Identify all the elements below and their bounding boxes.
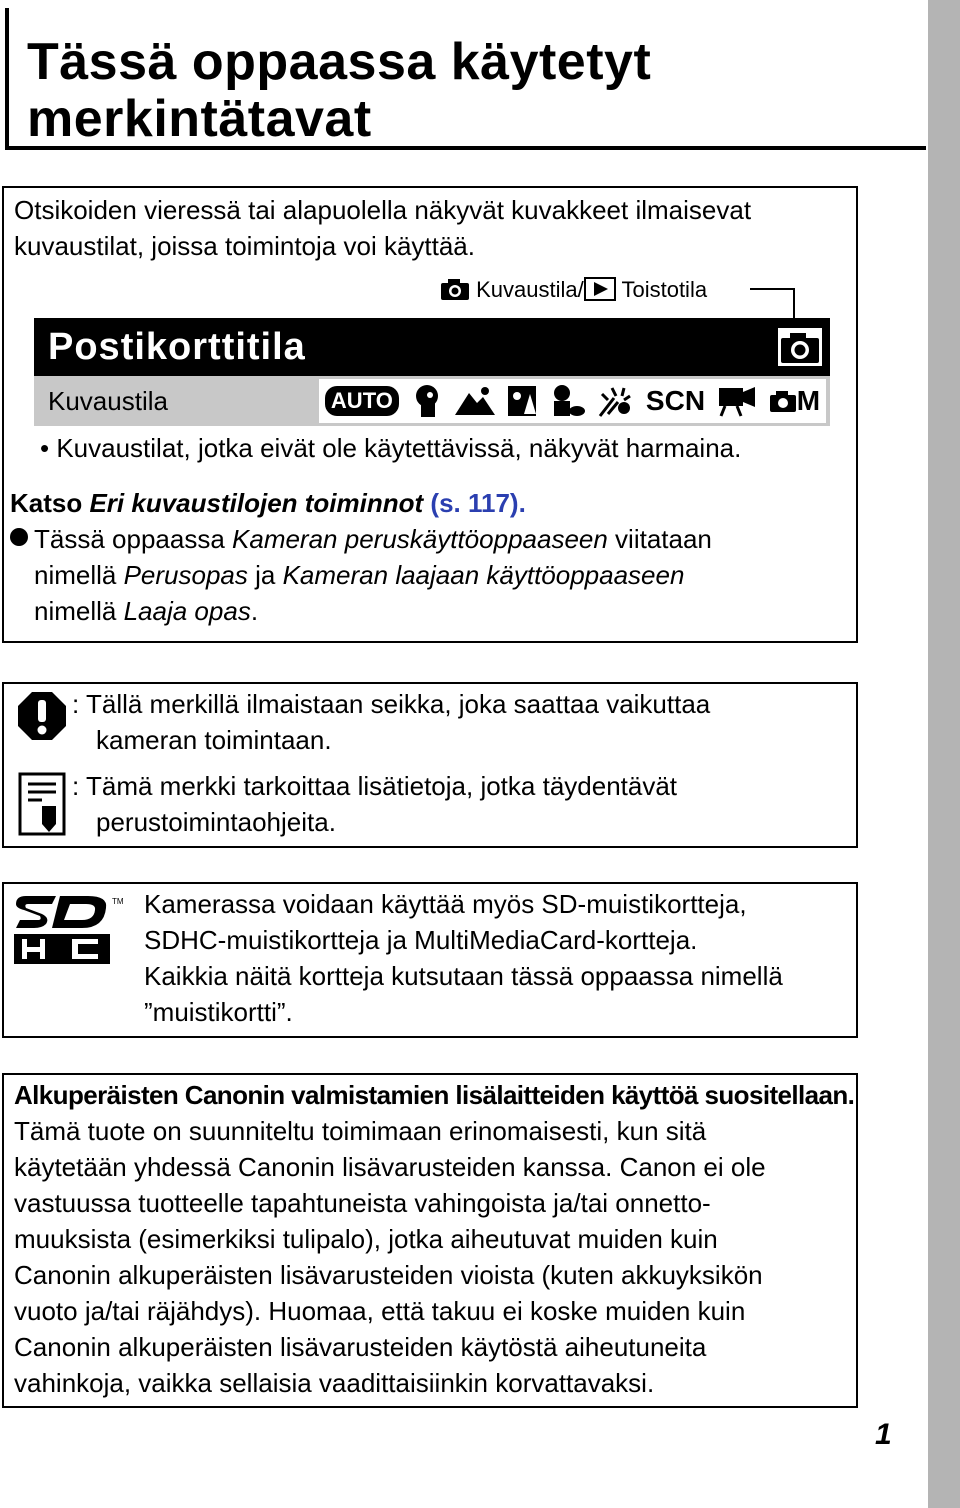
mode-icons-explanation-box (2, 186, 858, 643)
intro-line2: kuvaustilat, joissa toimintoja voi käyttää. (14, 231, 475, 261)
notice-line: vastuussa tuotteelle tapahtuneista vahingoista ja/tai onnetto- (14, 1188, 711, 1218)
reference-line (10, 485, 526, 521)
scn-mode-icon: SCN (645, 385, 706, 416)
shooting-mode-label: Kuvaustila/ (476, 277, 584, 302)
notice-line: Canonin alkuperäisten lisävarusteiden käytöstä aiheutuneita (14, 1332, 707, 1362)
intro-text (14, 192, 751, 264)
landscape-icon (455, 385, 495, 417)
caution-icon (18, 692, 66, 740)
example-heading: Postikorttitila (48, 326, 306, 368)
manual-mode-icon (769, 385, 820, 417)
portrait-icon (411, 383, 443, 419)
accessory-notice-box (2, 1073, 858, 1408)
notice-line: vahinkoja, vaikka sellaisia vaadittaisiinkin korvattavaksi. (14, 1368, 655, 1398)
mode-legend (440, 276, 707, 304)
notice-line: Tämä tuote on suunniteltu toimimaan erinomaisesti, kun sitä (14, 1116, 707, 1146)
notice-line: muuksista (esimerkiksi tulipalo), jotka aiheutuvat muiden kuin (14, 1224, 718, 1254)
page-title-box (5, 8, 926, 150)
shooting-mode-row-label: Kuvaustila (48, 386, 168, 416)
caution-text-line1: : Tällä merkillä ilmaistaan seikka, joka saattaa vaikuttaa (72, 689, 711, 719)
playback-mode-label: Toistotila (621, 277, 708, 302)
memory-card-box (2, 882, 858, 1038)
kids-pets-icon (550, 384, 586, 418)
sdhc-logo-tm: TM (112, 897, 124, 906)
night-snapshot-icon (506, 384, 538, 418)
notice-heading: Alkuperäisten Canonin valmistamien lisälaitteiden käyttöä suositellaan. (14, 1080, 855, 1110)
manual-mode-letter: M (796, 385, 821, 416)
info-text-line1: : Tämä merkki tarkoittaa lisätietoja, jotka täydentävät (72, 771, 678, 801)
info-text-line2: perustoimintaohjeita. (96, 807, 336, 837)
notice-line: käytetään yhdessä Canonin lisävarusteiden kanssa. Canon ei ole (14, 1152, 766, 1182)
notice-line: vuoto ja/tai räjähdys). Huomaa, että takuu ei koske muiden kuin (14, 1296, 746, 1326)
memory-card-line1: Kamerassa voidaan käyttää myös SD-muistikortteja, (144, 889, 747, 919)
page-title (27, 34, 651, 148)
reference-link-text: Eri kuvaustilojen toiminnot (89, 488, 424, 518)
indoor-icon (598, 384, 634, 418)
auto-mode-icon: AUTO (325, 386, 399, 416)
info-note-icon (18, 772, 66, 836)
memory-card-line4: ”muistikortti”. (144, 997, 293, 1027)
page-number: 1 (875, 1418, 892, 1451)
guide-note-line3: nimellä Laaja opas. (34, 596, 259, 626)
page-title-line1: Tässä oppaassa käytetyt (27, 33, 652, 91)
memory-card-line2: SDHC-muistikortteja ja MultiMediaCard-kortteja. (144, 925, 698, 955)
reference-prefix: Katso (10, 488, 90, 518)
bullet-dot-icon (10, 528, 28, 546)
page-title-line2: merkintätavat (27, 90, 372, 148)
intro-line1: Otsikoiden vieressä tai alapuolella näkyvät kuvakkeet ilmaisevat (14, 195, 752, 225)
guide-note-line1: Tässä oppaassa Kameran peruskäyttöoppaaseen viitataan (10, 521, 712, 557)
page-side-bar (928, 0, 960, 1508)
shooting-mode-row (34, 376, 830, 426)
play-icon (584, 277, 616, 301)
reference-page-link[interactable]: (s. 117) (430, 488, 519, 518)
reference-period: . (518, 488, 526, 518)
camera-icon (440, 277, 470, 301)
guide-note-line2: nimellä Perusopas ja Kameran laajaan käyttöoppaaseen (34, 560, 685, 590)
camera-icon (769, 389, 797, 413)
caution-text-line2: kameran toimintaan. (96, 725, 332, 755)
shooting-mode-icons (319, 379, 826, 423)
movie-icon (717, 384, 757, 418)
notice-line: Canonin alkuperäisten lisävarusteiden vioista (kuten akkuyksikön (14, 1260, 763, 1290)
unavailable-modes-note-text: Kuvaustilat, jotka eivät ole käytettävissä, näkyvät harmaina. (56, 433, 742, 463)
example-heading-bar (34, 318, 830, 376)
marks-explanation-box (2, 682, 858, 848)
sdhc-logo (12, 894, 124, 966)
camera-mode-icon (778, 328, 822, 366)
memory-card-line3: Kaikkia näitä kortteja kutsutaan tässä oppaassa nimellä (144, 961, 783, 991)
unavailable-modes-note: • Kuvaustilat, jotka eivät ole käytettävissä, näkyvät harmaina. (40, 433, 742, 463)
